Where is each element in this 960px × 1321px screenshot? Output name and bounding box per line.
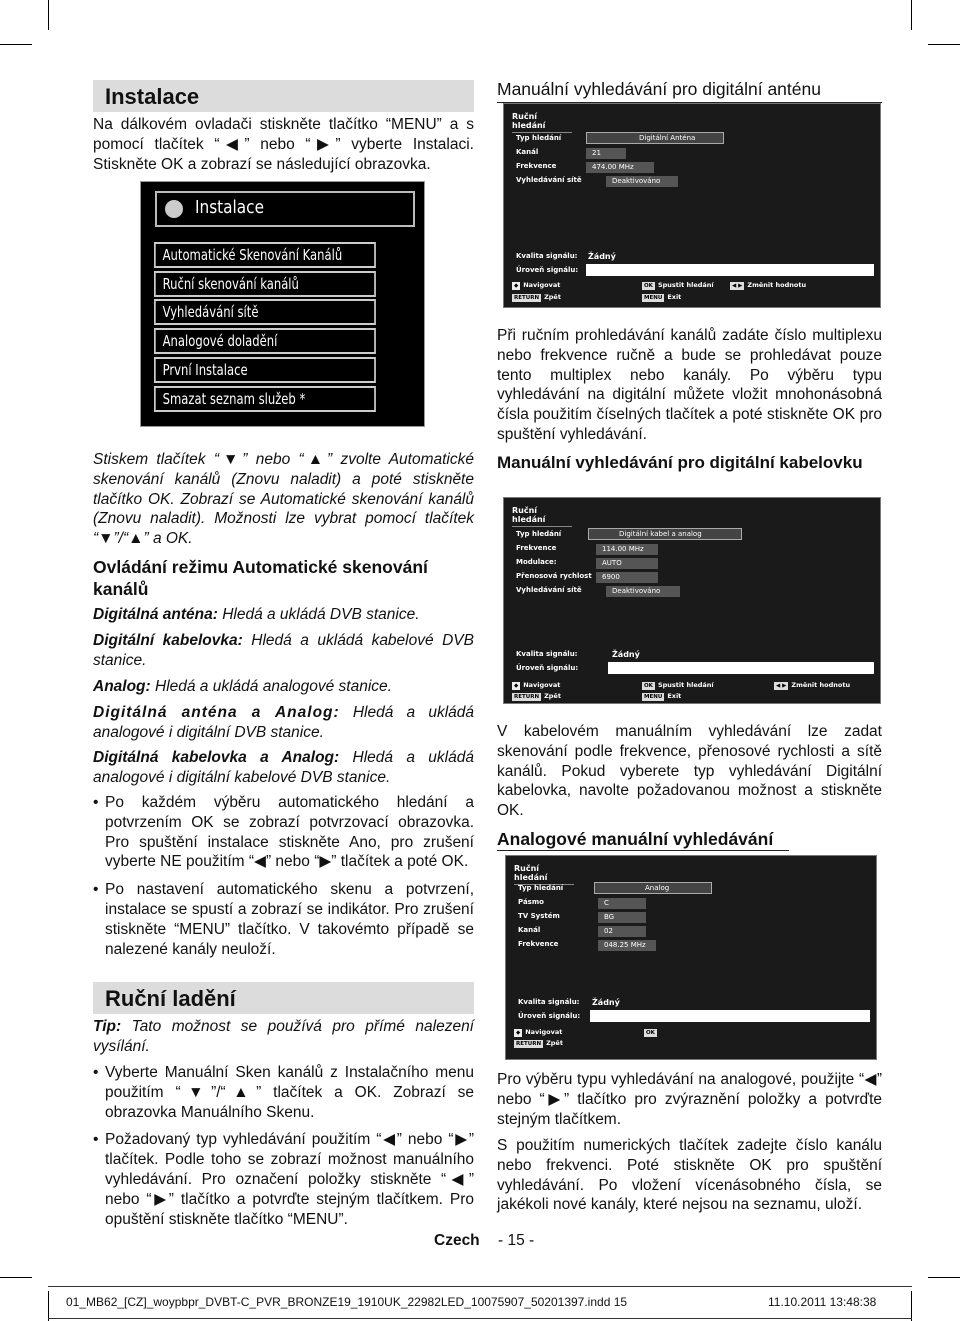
paragraph-stiskem: Stiskem tlačítek “▼” nebo “▲” zvolte Automatické skenování kanálů (Znovu naladit) a poté stiskněte tlačítko OK. Zobrazí se Automatické skenování kanálů (Znovu naladit). Možnosti lze vybrat pomocí tlačítek “▼”/“▲” a OK. — [93, 451, 474, 548]
screen1-footer-back: RETURN Zpět — [514, 293, 561, 301]
bullet-select-manual: • Vyberte Manuální Sken kanálů z Instalačního menu použitím “▼”/“▲” tlačítek a OK. Zobrazí se obrazovka Manuálního Skenu. — [93, 1063, 474, 1122]
screen2-quality-value: Žádný — [612, 650, 640, 659]
slug-rule-bottom — [48, 1318, 912, 1319]
section-title-rucni: Ruční ladění — [93, 982, 474, 1014]
crop-mark — [0, 44, 32, 45]
screen1-quality-value: Žádný — [588, 252, 616, 261]
screen3-label-0: Typ hledání — [518, 884, 564, 892]
screen3-value-3[interactable]: 02 — [598, 926, 646, 937]
screen2-label-0: Typ hledání — [516, 530, 562, 538]
crop-mark — [911, 0, 912, 30]
screen2-label-1: Frekvence — [516, 544, 557, 552]
screen2-value-3[interactable]: 6900 — [596, 572, 658, 583]
option-dvb-t-analog: Digitálná anténa a Analog: Hledá a ukládá analogové i digitální DVB stanice. — [93, 704, 474, 741]
screen1-type-selector[interactable]: Digitální Anténa — [586, 132, 724, 144]
heading-ovladani: Ovládání režimu Automatické skenování kanálů — [93, 557, 428, 599]
screen1-label-3: Vyhledávání sítě — [516, 176, 582, 184]
option-dvb-c: Digitální kabelovka: Hledá a ukládá kabelové DVB stanice. — [93, 632, 474, 669]
screen2-title: Ruční hledání — [512, 506, 572, 527]
crop-mark — [928, 1277, 960, 1278]
heading-analog: Analogové manuální vyhledávání — [497, 828, 789, 851]
screen3-level-bar — [590, 1010, 870, 1022]
intro-paragraph: Na dálkovém ovladači stiskněte tlačítko “MENU” a s pomocí tlačítek “◀” nebo “▶” vyberte Instalaci. Stiskněte OK a zobrazí se následující obrazovka. — [93, 116, 474, 173]
screen2-footer-exit: MENU Exit — [644, 692, 682, 700]
slug-rule-top — [48, 1286, 912, 1287]
menu-title-bar — [155, 191, 415, 227]
menu-item-manual-scan[interactable]: Ruční skenování kanálů — [154, 271, 376, 297]
paragraph-rucnim: Při ručním prohledávání kanálů zadáte číslo multiplexu nebo frekvence ručně a bude se prohledávat pouze tento multiplex nebo kanály. Po výběru typu vyhledávání na digitální můžete vložit mnohonásobná čísla použitím číselných tlačítek a poté stiskněte OK pro spuštění vyhledávání. — [497, 327, 882, 443]
slug-filename: 01_MB62_[CZ]_woypbpr_DVBT-C_PVR_BRONZE19_1910UK_22982LED_10075907_50201397.indd 15 — [66, 1295, 628, 1309]
screen-manual-antenna — [503, 103, 881, 308]
slug-date: 11.10.2011 13:48:38 — [768, 1295, 877, 1309]
screen1-footer-start: OK Spustit hledání — [644, 281, 714, 289]
footer-language: Czech — [434, 1232, 480, 1249]
paragraph-analog-1: Pro výběru typu vyhledávání na analogové, použijte “◀” nebo “▶” tlačítko pro zvýraznění položky a potvrďte stejným tlačítkem. — [497, 1071, 882, 1128]
screen-manual-cable — [503, 497, 881, 704]
screen3-quality-value: Žádný — [592, 998, 620, 1007]
bullet-list-manual — [93, 1063, 474, 1237]
screen3-value-1[interactable]: C — [598, 898, 646, 909]
crop-mark — [911, 1291, 912, 1321]
crop-mark — [48, 1291, 49, 1321]
option-dvb-c-analog: Digitálná kabelovka a Analog: Hledá a ukládá analogové i digitální kabelové DVB stanice. — [93, 749, 474, 786]
screen2-footer-back: RETURN Zpět — [514, 692, 561, 700]
screen1-value-1[interactable]: 21 — [586, 148, 626, 159]
screen2-label-4: Vyhledávání sítě — [516, 586, 582, 594]
paragraph-analog-2: S použitím numerických tlačítek zadejte číslo kanálu nebo frekvenci. Poté stiskněte OK pro spuštění vyhledávání. Po vložení vícenásobného čísla, se jakékoli nové kanály, které nejsou na seznamu, uloží. — [497, 1137, 882, 1214]
screen2-value-2[interactable]: AUTO — [596, 558, 658, 569]
screen1-label-0: Typ hledání — [516, 134, 562, 142]
screen2-footer-change: ◀ ▶ Změnit hodnotu — [776, 681, 851, 689]
screen2-quality-label: Kvalita signálu: — [516, 650, 578, 658]
screen3-level-label: Úroveň signálu: — [518, 1012, 581, 1020]
screen3-label-4: Frekvence — [518, 940, 559, 948]
screen3-footer-nav: ◆ Navigovat — [516, 1028, 563, 1036]
screen3-footer-back: RETURN Zpět — [516, 1039, 563, 1047]
screen1-level-label: Úroveň signálu: — [516, 266, 579, 274]
screen3-footer-ok: OK — [646, 1030, 655, 1036]
screen2-value-4[interactable]: Deaktivováno — [606, 586, 680, 597]
crop-mark — [0, 1277, 32, 1278]
screen2-value-1[interactable]: 114.00 MHz — [596, 544, 658, 555]
screen1-level-bar — [586, 264, 874, 276]
screen2-label-3: Přenosová rychlost — [516, 572, 592, 580]
footer-page-number: - 15 - — [498, 1232, 535, 1249]
screen1-footer-change: ◀ ▶ Změnit hodnotu — [732, 281, 807, 289]
screen3-label-1: Pásmo — [518, 898, 544, 906]
crop-mark — [928, 44, 960, 45]
section-title-instalace: Instalace — [93, 80, 474, 112]
screen3-value-4[interactable]: 048.25 MHz — [598, 940, 656, 951]
option-dvb-t: Digitálná anténa: Hledá a ukládá DVB stanice. — [93, 606, 420, 623]
screen1-quality-label: Kvalita signálu: — [516, 252, 578, 260]
menu-item-clear-list[interactable]: Smazat seznam služeb * — [154, 386, 376, 412]
menu-item-first-install[interactable]: První Instalace — [154, 357, 376, 383]
menu-item-network-search[interactable]: Vyhledávání sítě — [154, 299, 376, 325]
bullet-indicator: • Po nastavení automatického skenu a potvrzení, instalace se spustí a zobrazí se indikátor. Pro zrušení stiskněte “MENU” tlačítko. V takovémto případě se nalezené kanály neuloží. — [93, 880, 474, 959]
screen2-level-bar — [608, 662, 874, 674]
heading-antena: Manuální vyhledávání pro digitální anténu — [497, 78, 882, 103]
bullet-confirm: • Po každém výběru automatického hledání a potvrzením OK se zobrazí potvrzovací obrazovka. Pro spuštění instalace stiskněte Ano, pro zrušení vyberte NE použitím “◀” nebo “▶” tlačítek a poté OK. — [93, 793, 474, 872]
tip-paragraph: Tip: Tato možnost se používá pro přímé nalezení vysílání. — [93, 1018, 474, 1055]
screen2-footer-nav: ◆ Navigovat — [514, 681, 561, 689]
heading-kabel: Manuální vyhledávání pro digitální kabelovku — [497, 453, 863, 472]
paragraph-kabel: V kabelovém manuálním vyhledávání lze zadat skenování podle frekvence, přenosové rychlosti a sítě kanálů. Pokud vyberete typ vyhledávání Digitální kabelovka, navolte požadovanou možnost a stiskněte OK. — [497, 723, 882, 820]
screen1-footer-nav: ◆ Navigovat — [514, 281, 561, 289]
screen1-label-2: Frekvence — [516, 162, 557, 170]
screen-manual-analog — [505, 855, 877, 1060]
screen2-footer-start: OK Spustit hledání — [644, 681, 714, 689]
screen1-footer-exit: MENU Exit — [644, 293, 682, 301]
bullet-search-type: • Požadovaný typ vyhledávání použitím “◀” nebo “▶” tlačítek. Podle toho se zobrazí možnost manuálního vyhledávání. Pro označení položky stiskněte “◀” nebo “▶” tlačítko a potvrďte stejným tlačítkem. Pro opuštění stiskněte tlačítko “MENU”. — [93, 1130, 474, 1229]
menu-item-auto-scan[interactable]: Automatické Skenování Kanálů — [154, 242, 376, 268]
menu-title: Instalace — [195, 197, 265, 218]
screen1-value-3[interactable]: Deaktivováno — [606, 176, 678, 187]
screen1-title: Ruční hledání — [512, 112, 572, 133]
screen3-title: Ruční hledání — [514, 864, 574, 885]
screen3-label-2: TV Systém — [518, 912, 560, 920]
crop-mark — [48, 0, 49, 30]
bullet-list-auto — [93, 793, 474, 967]
menu-item-analog-tuning[interactable]: Analogové doladění — [154, 328, 376, 354]
gear-icon — [165, 200, 183, 218]
option-analog: Analog: Hledá a ukládá analogové stanice. — [93, 678, 392, 695]
screen3-label-3: Kanál — [518, 926, 541, 934]
screen2-type-selector[interactable]: Digitální kabel a analog — [588, 528, 742, 540]
screen3-quality-label: Kvalita signálu: — [518, 998, 580, 1006]
screen3-value-2[interactable]: BG — [598, 912, 646, 923]
screen3-type-selector[interactable]: Analog — [594, 882, 712, 894]
screen2-level-label: Úroveň signálu: — [516, 664, 579, 672]
screen1-label-1: Kanál — [516, 148, 539, 156]
screen2-label-2: Modulace: — [516, 558, 557, 566]
screen1-value-2[interactable]: 474.00 MHz — [586, 162, 654, 173]
